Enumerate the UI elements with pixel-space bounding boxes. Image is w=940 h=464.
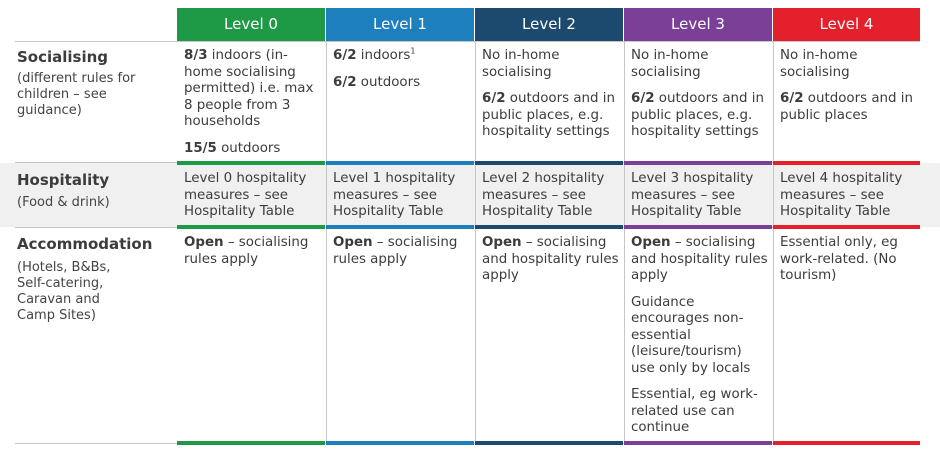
socialising-title: Socialising	[17, 48, 109, 66]
level-1-header	[326, 8, 474, 41]
accommodation-subtitle: (Hotels, B&Bs, Self-catering, Caravan and Camp Sites)	[17, 260, 111, 323]
level-1-label: Level 1	[373, 15, 427, 34]
cell-text: outdoors and in public places, e.g. hospitality settings	[631, 91, 764, 139]
level-2-header	[475, 8, 623, 41]
cell-paragraph: No in-home socialising	[631, 48, 709, 80]
cell-text: – socialising and hospitality rules apply	[482, 235, 619, 283]
bold-value: 6/2	[482, 91, 506, 106]
column-separator	[326, 41, 327, 444]
cell-paragraph	[482, 91, 620, 141]
accommodation-level-3-cell	[631, 235, 769, 437]
cell-paragraph	[333, 48, 471, 65]
cell-paragraph: Guidance encourages non-essential (leisure/tourism) use only by locals	[631, 294, 751, 376]
level-0-header	[177, 8, 325, 41]
accommodation-level-1-cell	[333, 235, 471, 268]
level-3-bar	[624, 441, 772, 445]
cell-paragraph	[184, 48, 322, 131]
column-separator	[624, 41, 625, 444]
cell-text: outdoors and in public places	[780, 91, 913, 123]
bold-value: Open	[333, 235, 373, 250]
bold-value: 6/2	[631, 91, 655, 106]
level-1-bar	[326, 161, 474, 165]
cell-text: outdoors	[356, 74, 421, 90]
bold-value: 6/2	[333, 74, 357, 90]
accommodation-title: Accommodation	[17, 235, 153, 253]
level-1-bar	[326, 441, 474, 445]
cell-text: indoors (in-home socialising permitted) i.e. max 8 people from 3 households	[184, 48, 314, 129]
level-4-bar	[773, 441, 920, 445]
cell-paragraph	[631, 235, 769, 285]
level-0-label: Level 0	[224, 15, 278, 34]
level-3-bar	[624, 161, 772, 165]
level-4-header	[773, 8, 920, 41]
cell-paragraph: Essential, eg work-related use can continue	[631, 387, 758, 435]
accommodation-level-4-cell	[780, 235, 918, 285]
cell-text: outdoors and in public places, e.g. hospitality settings	[482, 91, 615, 139]
bold-value: Open	[631, 235, 671, 250]
cell-text: indoors	[356, 48, 411, 63]
cell-paragraph: Essential only, eg work-related. (No tourism)	[780, 235, 898, 283]
bold-value: 8/3	[184, 48, 208, 63]
top-divider	[15, 41, 920, 42]
cell-paragraph	[333, 75, 471, 92]
footnote-marker: 1	[410, 46, 416, 56]
cell-text: – socialising and hospitality rules apply	[631, 235, 768, 283]
socialising-subtitle: (different rules for children – see guidance)	[17, 71, 136, 118]
column-separator	[773, 41, 774, 444]
socialising-level-1-cell	[333, 48, 471, 91]
socialising-level-3-cell	[631, 48, 769, 141]
hospitality-row-header	[17, 170, 177, 211]
column-separator	[475, 41, 476, 444]
level-2-bar	[475, 161, 623, 165]
bold-value: Open	[184, 235, 224, 250]
level-3-bar	[624, 225, 772, 229]
hospitality-level-1-cell: Level 1 hospitality measures – see Hospitality Table	[333, 171, 456, 219]
hospitality-subtitle: (Food & drink)	[17, 195, 110, 210]
level-2-label: Level 2	[522, 15, 576, 34]
cell-paragraph: No in-home socialising	[482, 48, 560, 80]
level-4-label: Level 4	[819, 15, 874, 34]
hospitality-level-3-cell: Level 3 hospitality measures – see Hospitality Table	[631, 171, 754, 219]
hospitality-level-0-cell: Level 0 hospitality measures – see Hospitality Table	[184, 171, 307, 219]
socialising-row-header	[17, 47, 167, 119]
level-4-bar	[773, 225, 920, 229]
bold-value: 15/5	[184, 140, 217, 156]
cell-paragraph	[780, 91, 918, 124]
accommodation-row-header	[17, 234, 177, 324]
cell-paragraph	[333, 235, 471, 268]
level-4-bar	[773, 161, 920, 165]
level-3-header	[624, 8, 772, 41]
hospitality-level-4-cell: Level 4 hospitality measures – see Hospitality Table	[780, 171, 903, 219]
accommodation-level-2-cell	[482, 235, 620, 285]
level-0-bar	[177, 225, 325, 229]
cell-paragraph: No in-home socialising	[780, 48, 858, 80]
hospitality-title: Hospitality	[17, 171, 110, 189]
bold-value: 6/2	[333, 48, 357, 63]
cell-paragraph	[184, 235, 322, 268]
socialising-level-4-cell	[780, 48, 918, 124]
socialising-level-2-cell	[482, 48, 620, 141]
level-0-bar	[177, 441, 325, 445]
cell-paragraph	[482, 235, 620, 285]
socialising-level-0-cell	[184, 48, 322, 157]
hospitality-level-2-cell: Level 2 hospitality measures – see Hospitality Table	[482, 171, 605, 219]
cell-text: outdoors	[216, 140, 281, 156]
cell-paragraph	[631, 91, 769, 141]
cell-text: – socialising rules apply	[333, 235, 458, 267]
bold-value: 6/2	[780, 91, 804, 106]
cell-paragraph	[184, 141, 322, 158]
level-0-bar	[177, 161, 325, 165]
level-3-label: Level 3	[671, 15, 725, 34]
level-2-bar	[475, 225, 623, 229]
accommodation-level-0-cell	[184, 235, 322, 268]
level-2-bar	[475, 441, 623, 445]
cell-text: – socialising rules apply	[184, 235, 309, 267]
bold-value: Open	[482, 235, 522, 250]
level-1-bar	[326, 225, 474, 229]
